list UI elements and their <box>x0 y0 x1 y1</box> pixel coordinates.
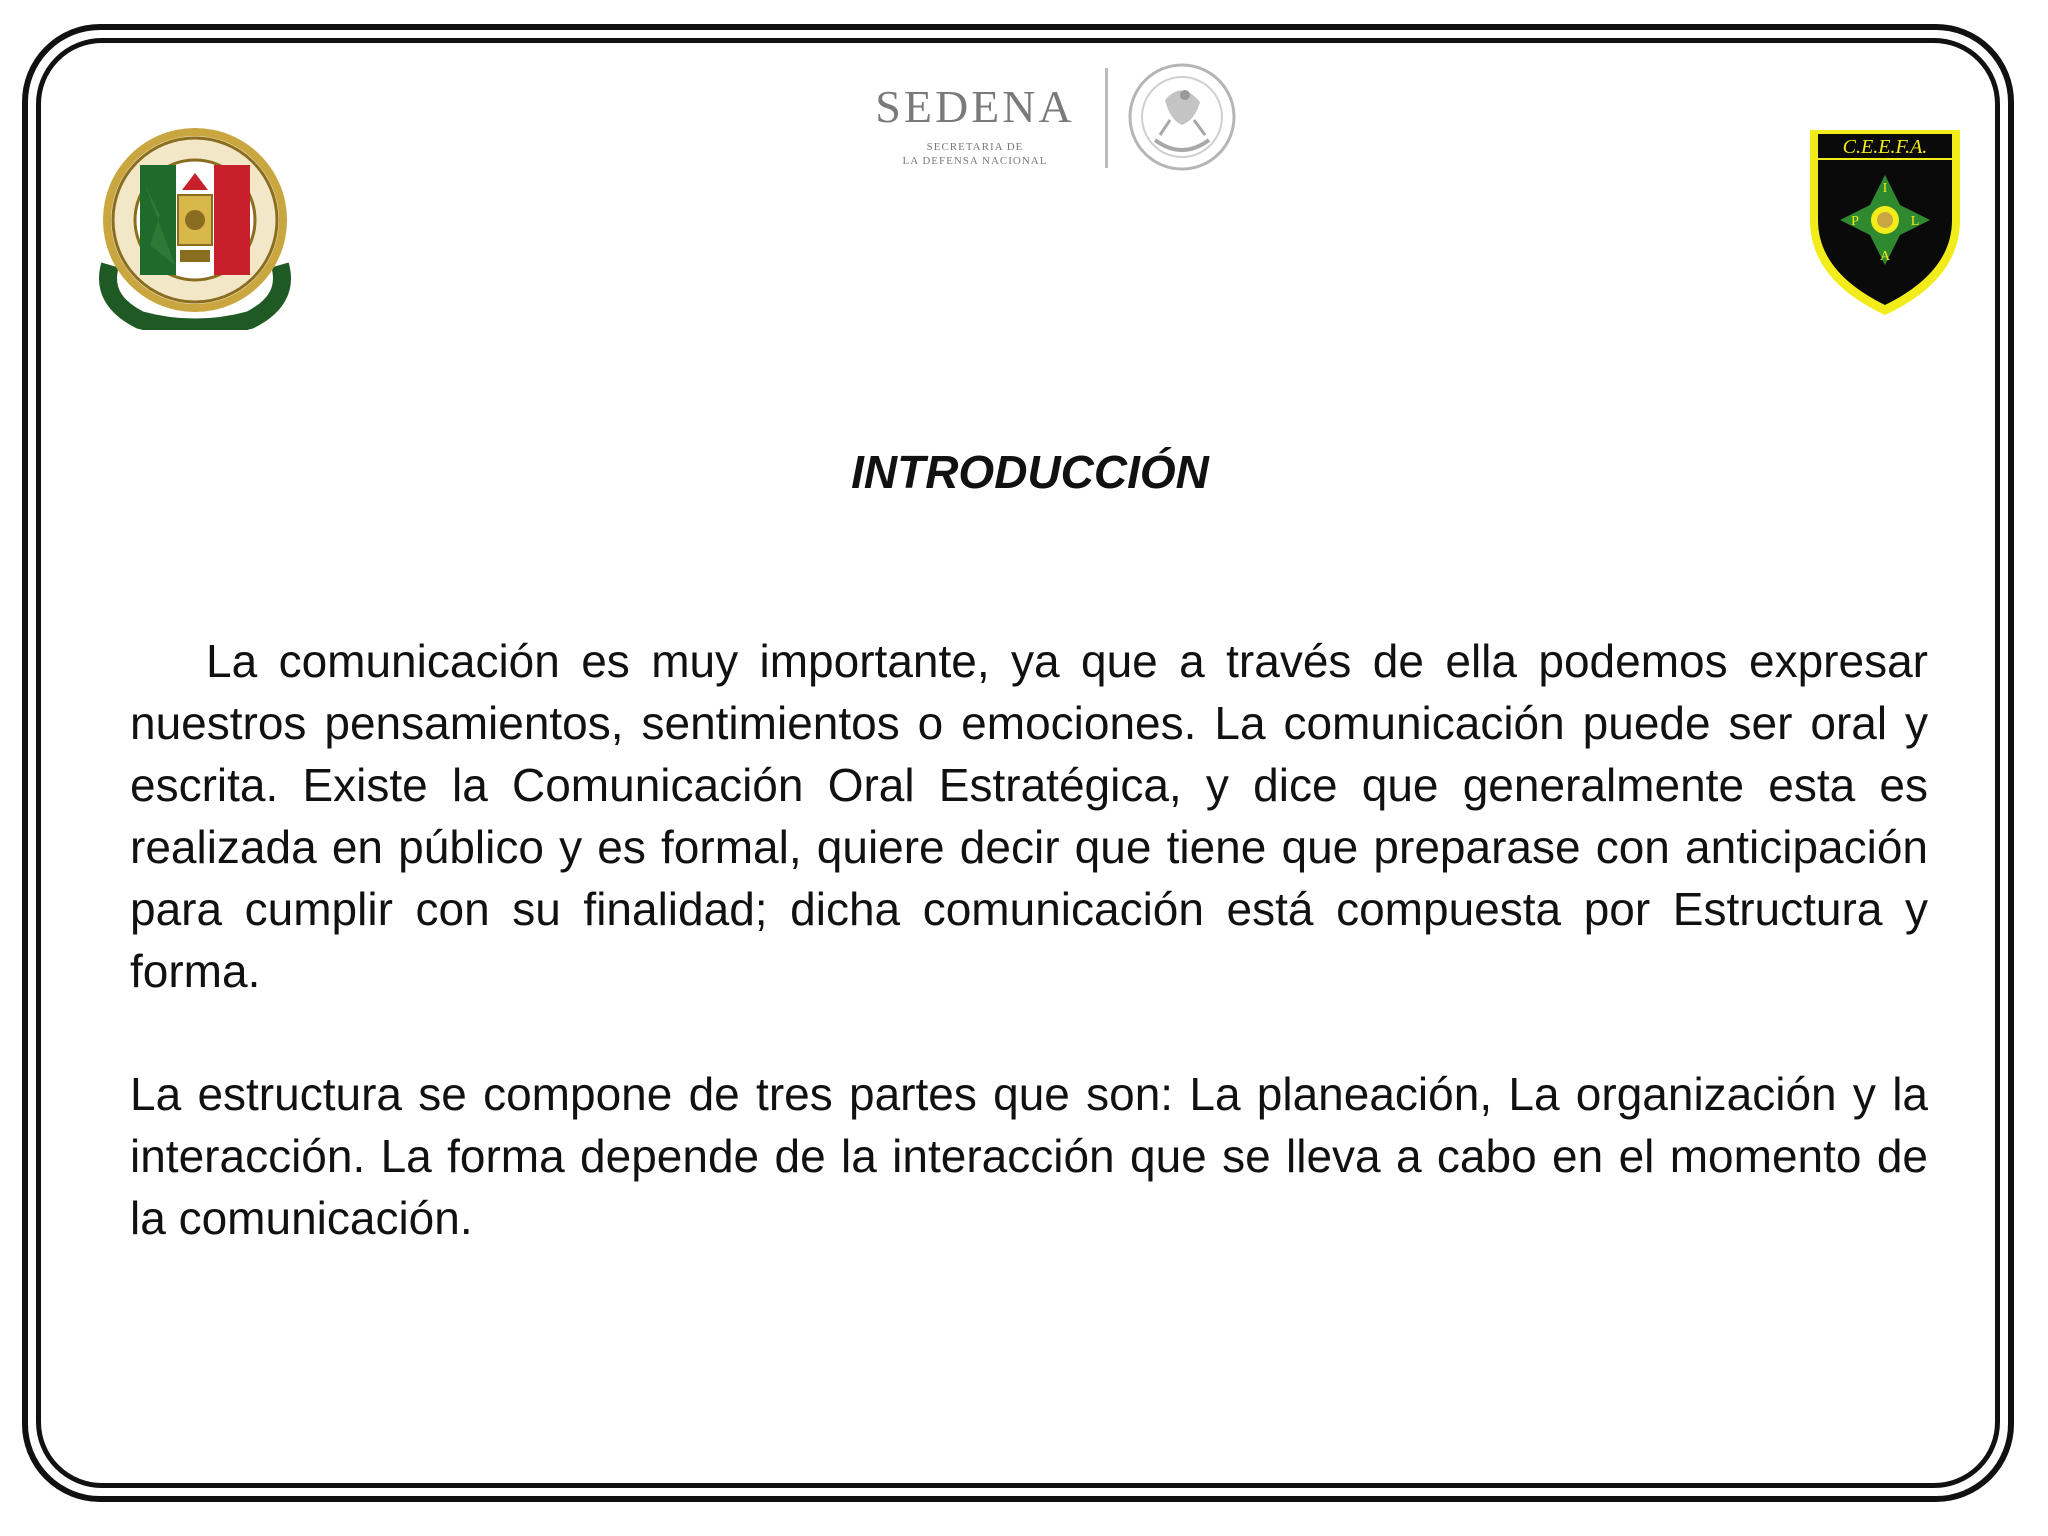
udefa-seal-icon <box>90 125 300 330</box>
page-title: INTRODUCCIÓN <box>851 446 1209 498</box>
shield-letter-bottom: A <box>1879 249 1891 264</box>
agency-subtitle-line2: LA DEFENSA NACIONAL <box>902 155 1048 167</box>
shield-label: C.E.E.F.A. <box>1842 136 1928 158</box>
header-divider-line <box>1105 68 1108 168</box>
sedena-header <box>850 60 1250 175</box>
intro-paragraph-1: La comunicación es muy importante, ya que a través de ella podemos expresar nuestros pensamientos, sentimientos o emociones. La comunicación puede ser oral y escrita. Existe la Comunicación Oral Estratégica, y dice que generalmente esta es realizada en público y es formal, quiere decir que tiene que preparase con anticipación para cumplir con su finalidad; dicha comunicación está compuesta por Estructura y forma. <box>130 635 1928 997</box>
agency-subtitle <box>860 140 1090 168</box>
agency-subtitle-line1: SECRETARIA DE <box>926 141 1024 153</box>
agency-name: SEDENA <box>875 81 1075 132</box>
shield-letter-left: P <box>1851 214 1859 229</box>
intro-paragraph-2: La estructura se compone de tres partes que son: La planeación, La organización y la interacción. La forma depende de la interacción que se lleva a cabo en el momento de la comunicación. <box>130 1068 1928 1244</box>
shield-letter-right: L <box>1910 214 1920 229</box>
mexican-coat-of-arms-icon <box>1125 60 1240 175</box>
shield-letter-top: I <box>1882 181 1888 196</box>
ceefa-shield-icon <box>1800 120 1970 320</box>
